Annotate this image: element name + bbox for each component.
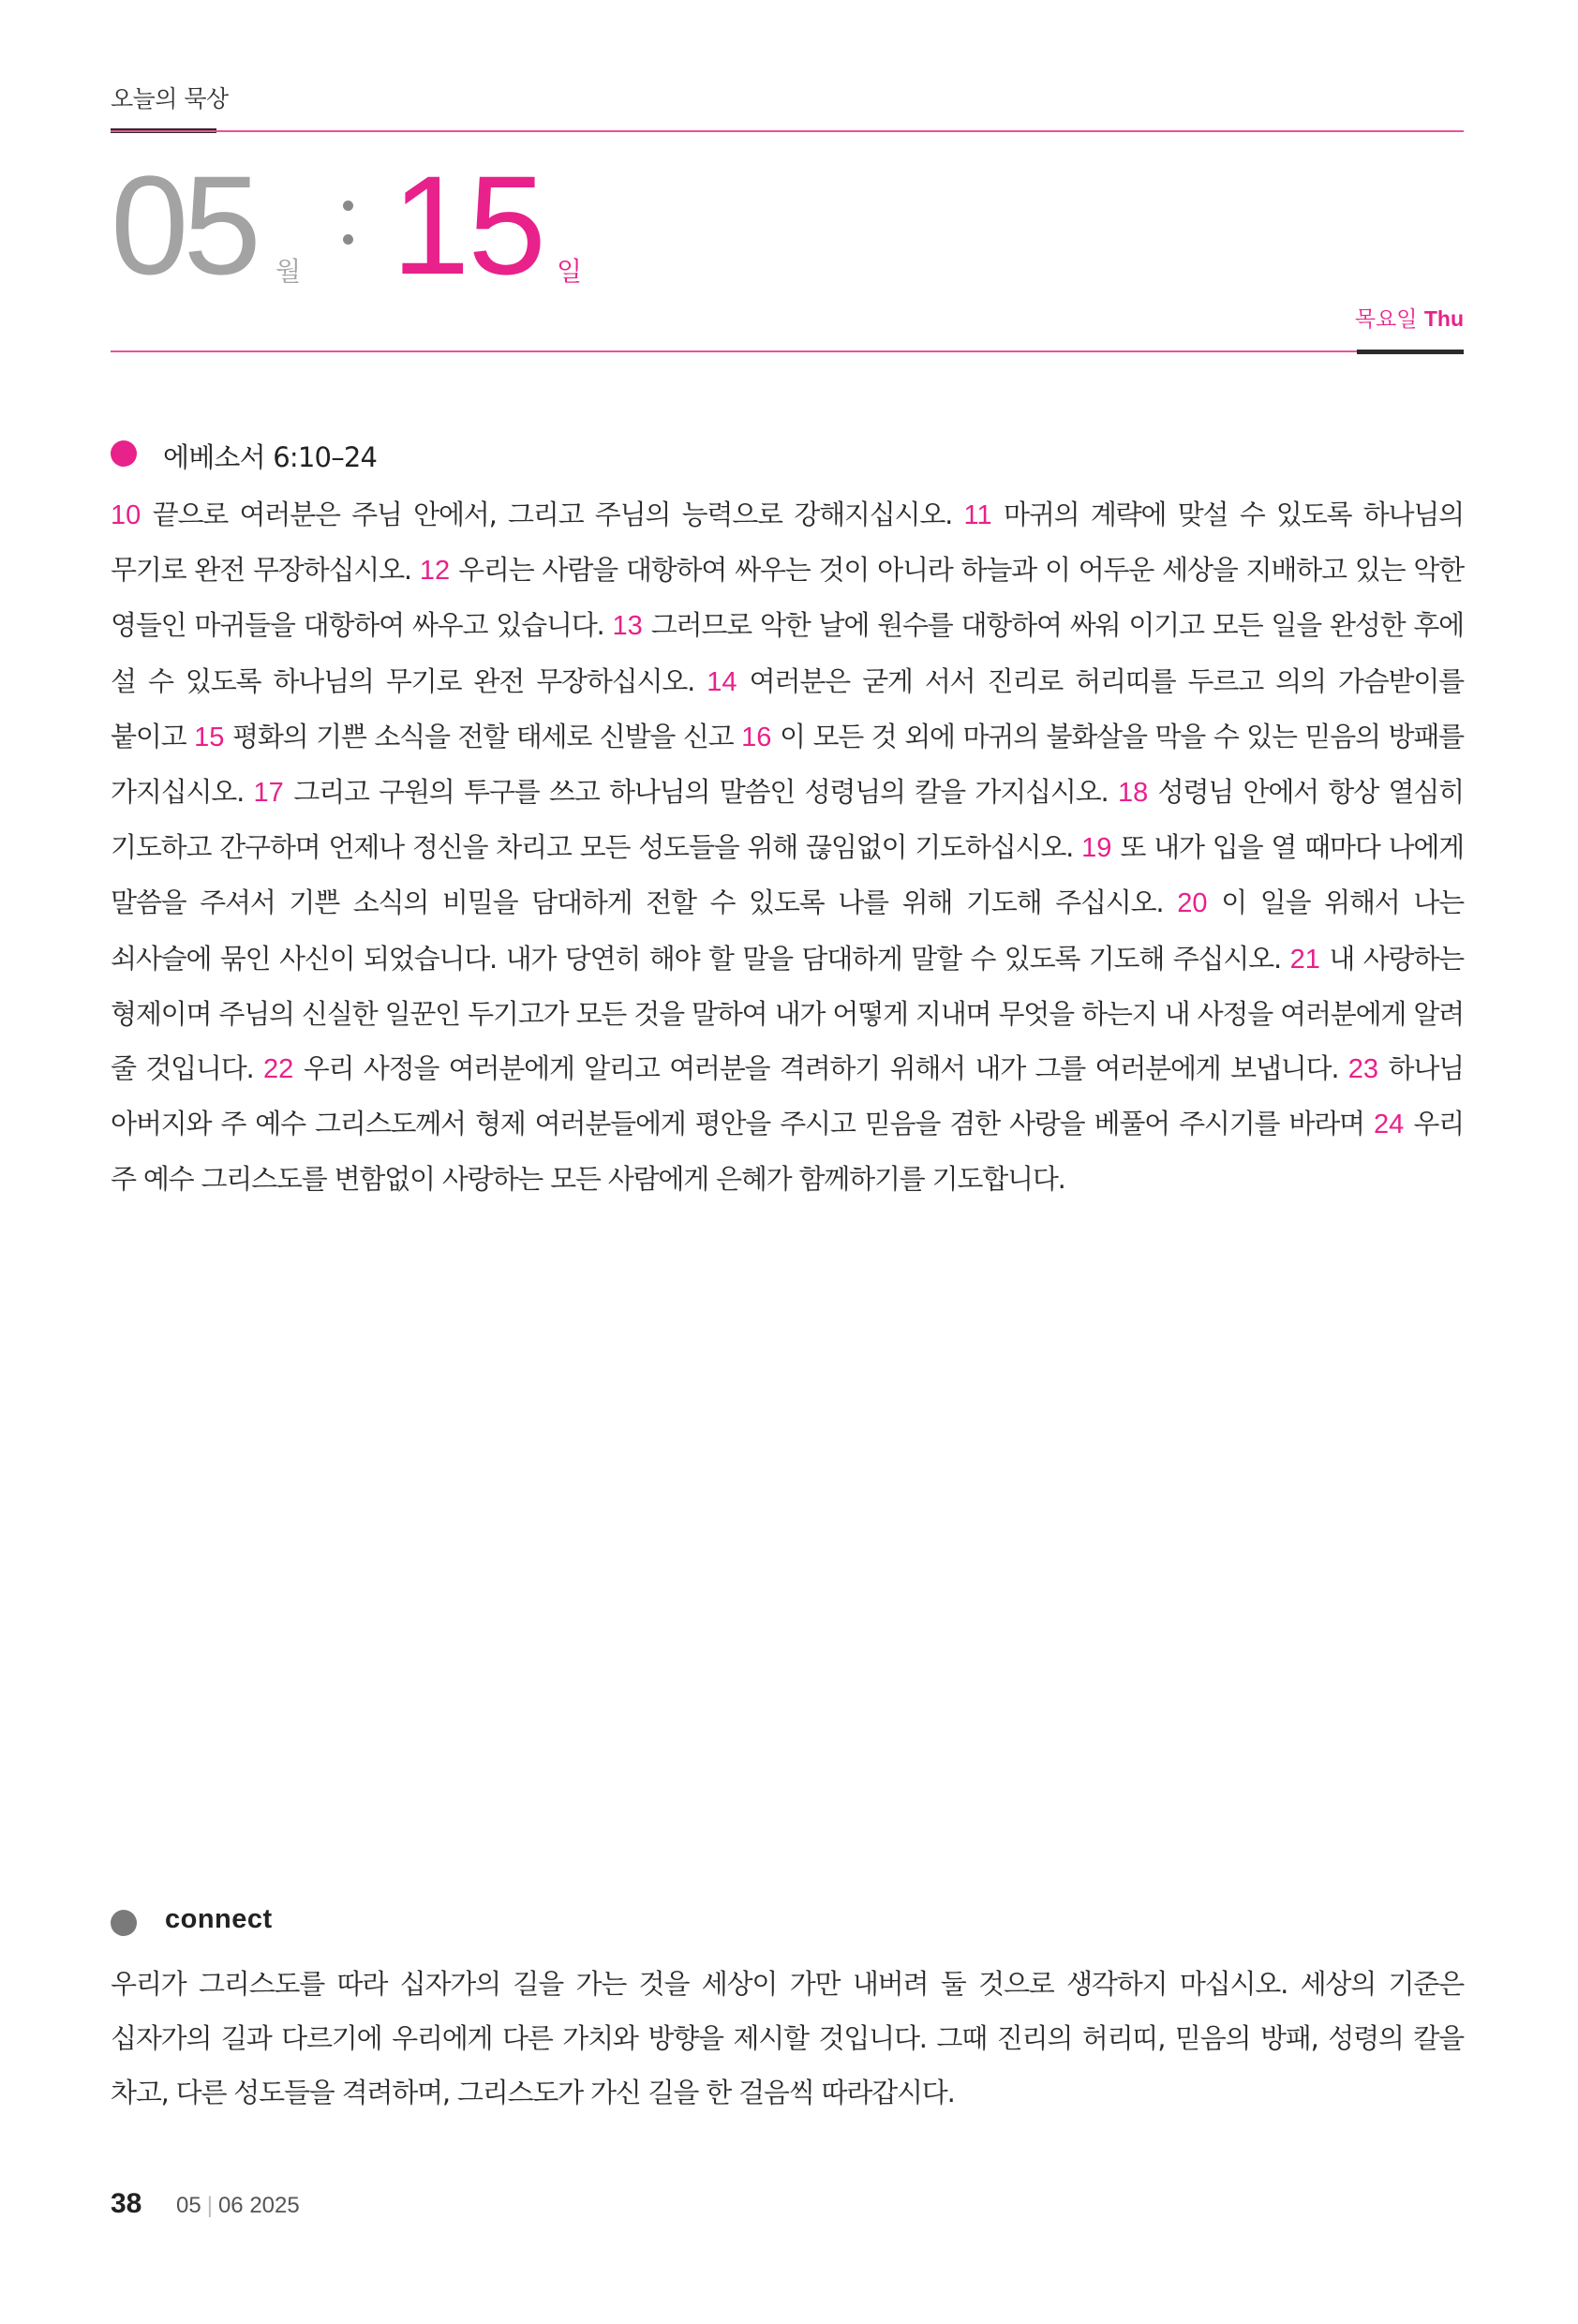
header-rule	[111, 130, 1464, 132]
verse-number: 17	[253, 778, 284, 809]
verse-text: 우리 주 예수 그리스도를 변함없이 사랑하는 모든 사람에게 은혜가 함께하기를 기도합니다.	[111, 1108, 1464, 1196]
verse-number: 14	[707, 666, 737, 697]
verse-number: 12	[419, 556, 451, 587]
verse-text: 내 사랑하는 형제이며 주님의 신실한 일꾼인 두기고가 모든 것을 말하여 내가 어떻게 지내며 무엇을 하는지 내 사정을 여러분에게 알려 줄 것입니다.	[111, 942, 1464, 1085]
scripture-body	[111, 487, 1464, 1207]
verse-number: 10	[111, 500, 141, 530]
verse-text: 하나님 아버지와 주 예수 그리스도께서 형제 여러분들에게 평안을 주시고 믿음을 겸한 사랑을 베풀어 주시기를 바라며	[111, 1052, 1464, 1140]
issue-month: 05	[176, 2193, 201, 2218]
verse-number: 15	[194, 722, 225, 752]
verse-text: 우리는 사람을 대항하여 싸우는 것이 아니라 하늘과 이 어두운 세상을 지배하고 있는 악한 영들인 마귀들을 대항하여 싸우고 있습니다.	[111, 554, 1464, 642]
issue-month-2: 06	[217, 2193, 244, 2218]
connect-heading: connect	[165, 1904, 273, 1934]
issue-separator: |	[206, 2193, 213, 2218]
verse-number: 11	[963, 500, 992, 530]
weekday	[1355, 302, 1464, 333]
verse-number: 21	[1289, 944, 1320, 975]
month-number: 05	[111, 146, 256, 304]
page-number: 38	[111, 2188, 142, 2219]
connect-body: 우리가 그리스도를 따라 십자가의 길을 가는 것을 세상이 가만 내버려 둘 것으로 생각하지 마십시오. 세상의 기준은 십자가의 길과 다르기에 우리에게 다른 가치와 방향을 제시할 것입니다. 그때 진리의 허리띠, 믿음의 방패, 성령의 칼을 차고, 다른 성도들을 격려하며, 그리스도가 가신 길을 한 걸음씩 따라갑시다.	[111, 1968, 1464, 2109]
date-rule-accent	[1357, 350, 1464, 354]
weekday-english: Thu	[1423, 306, 1464, 331]
connect-bullet-icon	[111, 1910, 137, 1936]
issue-year: 2025	[249, 2193, 300, 2218]
verse-text: 그리고 구원의 투구를 쓰고 하나님의 말씀인 성령님의 칼을 가지십시오.	[293, 776, 1109, 809]
verse-number: 13	[612, 611, 643, 642]
issue-label	[176, 2193, 300, 2219]
verse-number: 24	[1373, 1110, 1405, 1140]
verse-text: 마귀의 계략에 맞설 수 있도록 하나님의 무기로 완전 무장하십시오.	[111, 499, 1464, 587]
day-unit: 일	[557, 256, 583, 287]
scripture-bullet-icon	[111, 440, 137, 467]
verse-number: 18	[1117, 778, 1149, 809]
date-rule	[111, 350, 1464, 352]
verse-number: 16	[741, 722, 772, 752]
section-label: 오늘의 묵상	[111, 85, 229, 112]
verse-text: 성령님 안에서 항상 열심히 기도하고 간구하며 언제나 정신을 차리고 모든 성도들을 위해 끊임없이 기도하십시오.	[111, 776, 1464, 864]
date-block	[111, 146, 860, 304]
verse-text: 끝으로 여러분은 주님 안에서, 그리고 주님의 능력으로 강해지십시오.	[152, 499, 953, 530]
scripture-reference: 에베소서 6:10–24	[163, 441, 378, 473]
month-unit: 월	[275, 256, 302, 287]
verse-text: 그러므로 악한 날에 원수를 대항하여 싸워 이기고 모든 일을 완성한 후에 설 수 있도록 하나님의 무기로 완전 무장하십시오.	[111, 609, 1464, 697]
verse-number: 23	[1347, 1054, 1379, 1085]
verse-number: 19	[1081, 833, 1112, 864]
verse-text: 우리 사정을 여러분에게 알리고 여러분을 격려하기 위해서 내가 그를 여러분에게 보냅니다.	[303, 1052, 1339, 1085]
verse-number: 20	[1177, 888, 1208, 919]
colon-dot-bottom	[343, 234, 353, 245]
verse-number: 22	[263, 1054, 294, 1085]
verse-text: 평화의 기쁜 소식을 전할 태세로 신발을 신고	[232, 720, 734, 752]
colon-dot-top	[343, 201, 353, 211]
day-number: 15	[392, 146, 544, 304]
verse-text: 이 모든 것 외에 마귀의 불화살을 막을 수 있는 믿음의 방패를 가지십시오.	[111, 720, 1464, 809]
verse-text: 여러분은 굳게 서서 진리로 허리띠를 두르고 의의 가슴받이를 붙이고	[111, 664, 1464, 752]
verse-text: 또 내가 입을 열 때마다 나에게 말씀을 주셔서 기쁜 소식의 비밀을 담대하게 전할 수 있도록 나를 위해 기도해 주십시오.	[111, 831, 1464, 919]
verse-text: 이 일을 위해서 나는 쇠사슬에 묶인 사신이 되었습니다. 내가 당연히 해야 할 말을 담대하게 말할 수 있도록 기도해 주십시오.	[111, 886, 1464, 975]
weekday-korean: 목요일	[1354, 307, 1418, 332]
